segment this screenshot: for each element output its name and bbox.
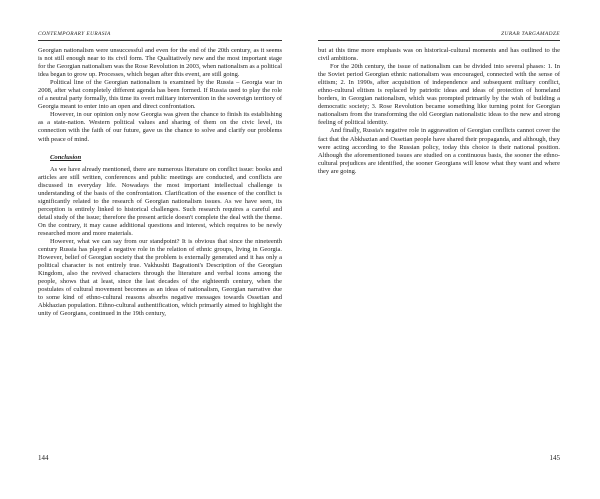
section-heading-conclusion: Conclusion [50,153,82,161]
body-paragraph: Political line of the Georgian nationalism is examined by the Russia – Georgia war in 2008, after what completely different agenda has been formed. If Russia used to play the role of a neutral party formally, this time its overt military intervention in the sovereign territory of Georgia meant to enter into an open and direct confrontation. [38,79,282,111]
body-paragraph: However, what we can say from our standpoint? It is obvious that since the nineteenth century Russia has played a negative role in the relation of ethnic groups, living in Georgia. However, belief of Georgian society that the problem is externally generated and it has only a political character is not entirely true. Vakhushti Bagrationi's Description of the Georgian Kingdom, also the revived characters through the literature and verbal icons among the people, shows that at least, since the last decades of the eighteenth century, when the postulates of cultural movement becomes as an ideas of nationalism, Georgian narrative due to some kind of ethno-cultural reasons absorbs negative messages towards Ossetian and Abkhazian population. Ethno-cultural authentification, which primarily aimed to highlight the unity of Georgians, continued in the 19th century, [38,238,282,318]
body-paragraph: And finally, Russia's negative role in aggravation of Georgian conflicts cannot cover the fact that the Abkhazian and Ossetian people have shared their propaganda, and although, they were acting according to the Russian policy, today this choice is their national position. Although the aforementioned issues are studied on a continuous basis, the sooner the ethno-cultural prejudices are identified, the sooner Georgians will know what they want and where they are going. [318,127,560,175]
body-paragraph: For the 20th century, the issue of nationalism can be divided into several phases: 1. In the Soviet period Georgian ethnic nationalism was encouraged, connected with the sense of elitism; 2. In 1990s, after acquisition of independence and subsequent military conflict, ethno-cultural elitism is replaced by patriotic ideas and ideas of protection of homeland borders, in Georgian nationalism, which was prompted primarily by the wish of building a democratic society; 3. Rose Revolution became something like turning point for Georgian nationalism from the transforming the old Georgian nationalistic ideas to the new and strong feeling of political identity. [318,63,560,127]
page-number-left: 144 [38,454,49,462]
body-paragraph: Georgian nationalism were unsuccessful and even for the end of the 20th century, as it seems is not still enough near to its civil form. The Qualitatively new and the most important stage for the Georgian nationalism was the Rose Revolution in 2003, when nationalism as a political idea began to grow up. Processes, which began after this event, are still going. [38,47,282,79]
right-page-body [318,47,560,176]
header-rule-left [38,40,282,41]
body-paragraph: However, in our opinion only now Georgia was given the chance to finish its establishing as a state-nation. Western political values and sharing of them on the civic level, its connection with the faith of our future, gave us the chance to solve and clarify our problems with peace of mind. [38,111,282,143]
right-page [300,0,600,499]
body-paragraph: but at this time more emphasis was on historical-cultural moments and has outlined to the civil ambitions. [318,47,560,63]
running-head-right: ZURAB TARGAMADZE [501,31,560,37]
running-head-left: CONTEMPORARY EURASIA [38,31,111,37]
header-rule-right [318,40,560,41]
body-paragraph: As we have already mentioned, there are numerous literature on conflict issue: books and articles are still written, conferences and public meetings are conducted, and conflicts are discussed in everyday life. Nowadays the most important intellectual challenge is understanding of the basis of the confrontation. Clarification of the essence of the conflict is significantly related to the research of Georgian nationalism issues. As we have seen, its perception is entirely linked to historical challenges. Such research requires a careful and detail study of the issue; therefore the present article doesn't complete the deal with the theme. On the contrary, it may cause additional questions and interest, which requires to be newly researched more and more materials. [38,165,282,237]
page-number-right: 145 [549,454,560,462]
left-page-body [38,47,282,319]
